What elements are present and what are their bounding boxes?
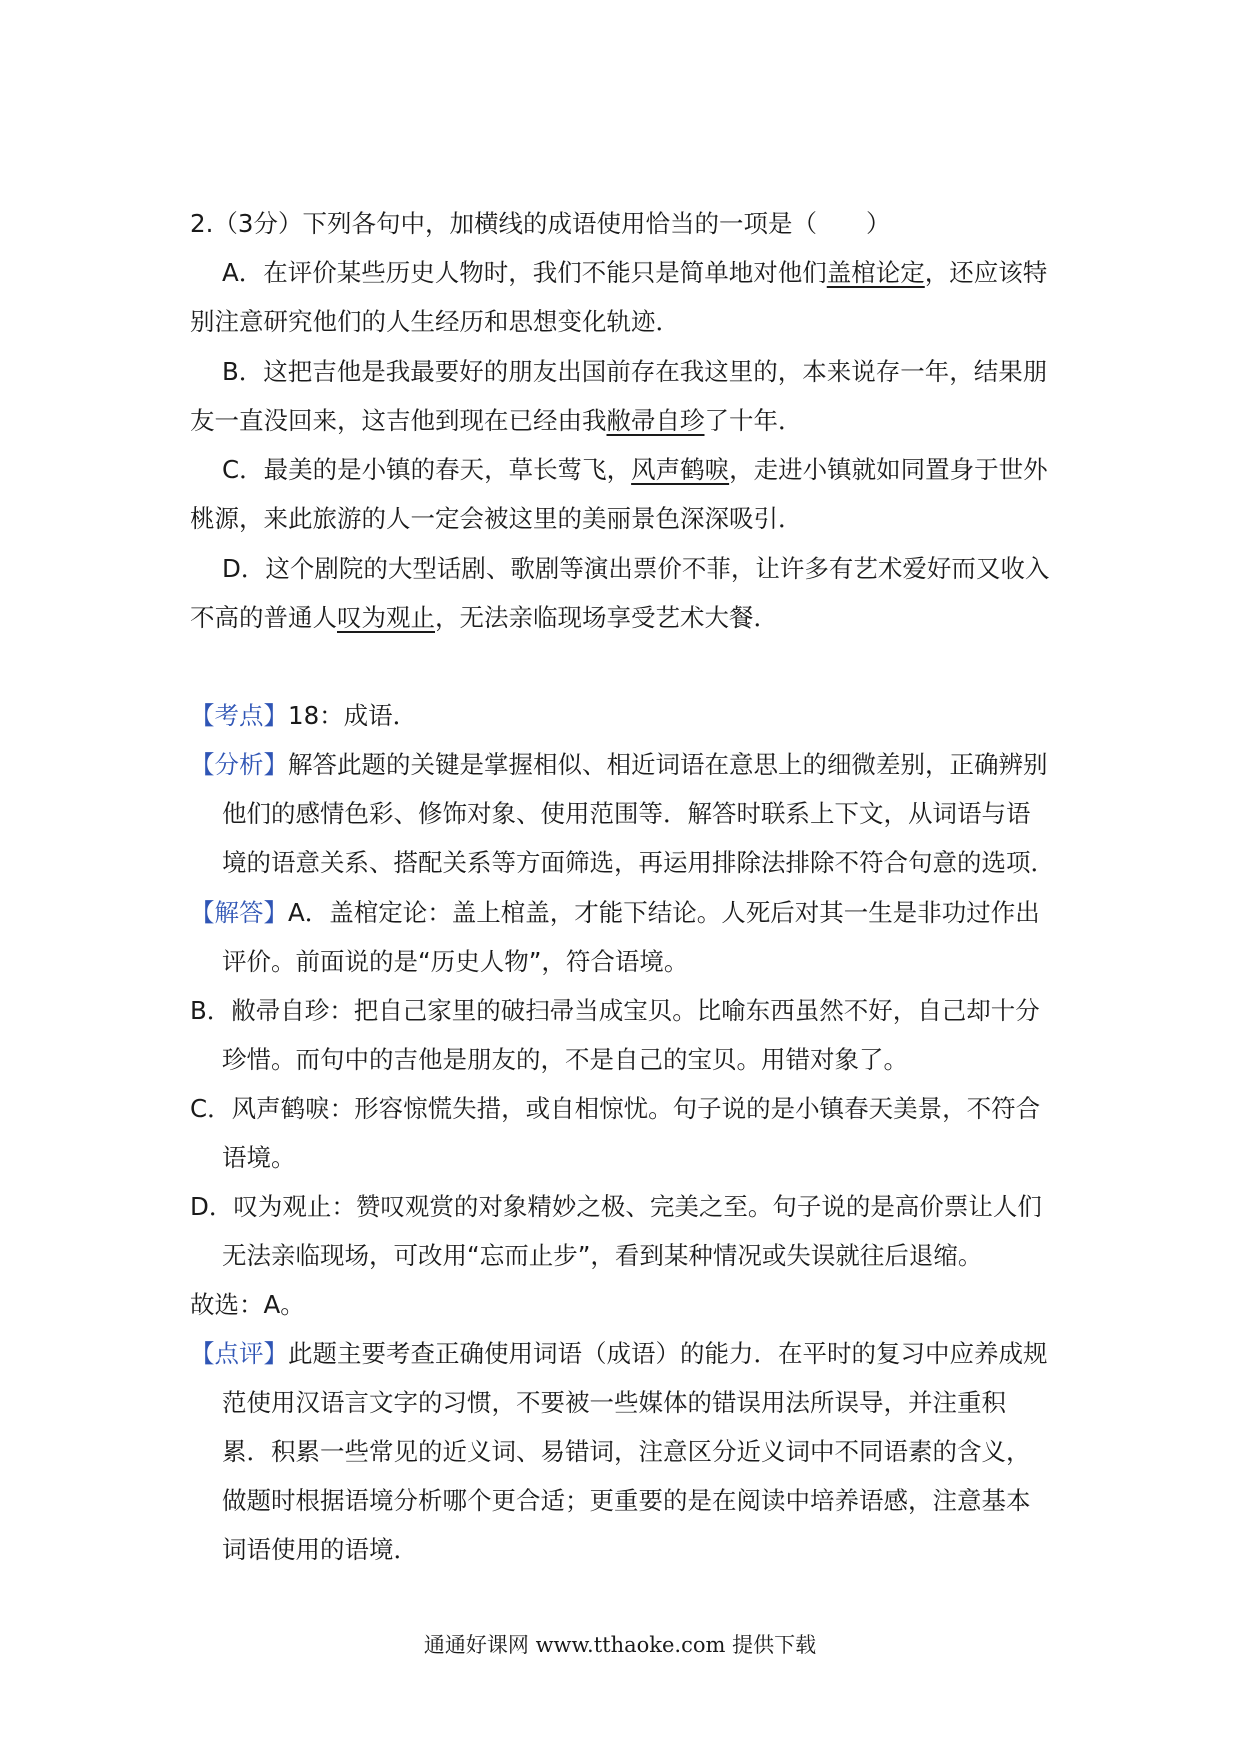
question-stem: 2.（3分）下列各句中，加横线的成语使用恰当的一项是（ ）	[190, 209, 891, 238]
jieda-b-line2: 珍惜。而句中的吉他是朋友的，不是自己的宝贝。用错对象了。	[222, 1045, 908, 1074]
dianping-line2: 范使用汉语言文字的习惯，不要被一些媒体的错误用法所误导，并注重积	[222, 1388, 1006, 1417]
kaodian-tag: 【考点】	[190, 701, 288, 730]
jieda-c-line2: 语境。	[222, 1143, 296, 1172]
jieda-b-line1: B．敝帚自珍：把自己家里的破扫帚当成宝贝。比喻东西虽然不好，自己却十分	[190, 996, 1040, 1025]
jieda-c-line1: C．风声鹤唳：形容惊慌失措，或自相惊忧。句子说的是小镇春天美景，不符合	[190, 1094, 1041, 1123]
dianping-line1: 【点评】此题主要考查正确使用词语（成语）的能力．在平时的复习中应养成规	[190, 1339, 1048, 1368]
jieda-d-line2: 无法亲临现场，可改用“忘而止步”，看到某种情况或失误就往后退缩。	[222, 1241, 983, 1270]
answer-line: 故选：A。	[190, 1290, 305, 1319]
jieda-a-line2: 评价。前面说的是“历史人物”，符合语境。	[222, 947, 689, 976]
fenxi-line2: 他们的感情色彩、修饰对象、使用范围等．解答时联系上下文，从词语与语	[222, 799, 1031, 828]
fenxi-line1: 【分析】解答此题的关键是掌握相似、相近词语在意思上的细微差别，正确辨别	[190, 750, 1048, 779]
jieda-tag: 【解答】	[190, 898, 288, 927]
fenxi-tag: 【分析】	[190, 750, 288, 779]
dianping-line4: 做题时根据语境分析哪个更合适；更重要的是在阅读中培养语感，注意基本	[222, 1486, 1031, 1515]
dianping-line3: 累．积累一些常见的近义词、易错词，注意区分近义词中不同语素的含义，	[222, 1437, 1031, 1466]
jieda-d-line1: D．叹为观止：赞叹观赏的对象精妙之极、完美之至。句子说的是高价票让人们	[190, 1192, 1042, 1221]
option-a-line2: 别注意研究他们的人生经历和思想变化轨迹．	[190, 307, 680, 336]
option-b-line2: 友一直没回来，这吉他到现在已经由我敝帚自珍了十年．	[190, 406, 803, 435]
underlined-idiom-c: 风声鹤唳	[631, 455, 730, 484]
underlined-idiom-b: 敝帚自珍	[606, 406, 705, 435]
jieda-a-line1: 【解答】A．盖棺定论：盖上棺盖，才能下结论。人死后对其一生是非功过作出	[190, 898, 1040, 927]
underlined-idiom-a: 盖棺论定	[826, 258, 925, 287]
dianping-line5: 词语使用的语境．	[222, 1535, 418, 1564]
kaodian-section: 【考点】18：成语．	[190, 701, 418, 730]
option-a-line1: A．在评价某些历史人物时，我们不能只是简单地对他们盖棺论定，还应该特	[222, 258, 1048, 287]
page-footer: 通通好课网 www.tthaoke.com 提供下载	[423, 1633, 817, 1657]
dianping-tag: 【点评】	[190, 1339, 288, 1368]
underlined-idiom-d: 叹为观止	[337, 603, 435, 632]
option-c-line1: C．最美的是小镇的春天，草长莺飞，风声鹤唳，走进小镇就如同置身于世外	[222, 455, 1048, 484]
option-b-line1: B．这把吉他是我最要好的朋友出国前存在我这里的，本来说存一年，结果朋	[222, 357, 1048, 386]
option-d-line1: D．这个剧院的大型话剧、歌剧等演出票价不菲，让许多有艺术爱好而又收入	[222, 554, 1050, 583]
option-c-line2: 桃源，来此旅游的人一定会被这里的美丽景色深深吸引．	[190, 504, 803, 533]
fenxi-line3: 境的语意关系、搭配关系等方面筛选，再运用排除法排除不符合句意的选项．	[222, 848, 1055, 877]
option-d-line2: 不高的普通人叹为观止，无法亲临现场享受艺术大餐．	[190, 603, 778, 632]
